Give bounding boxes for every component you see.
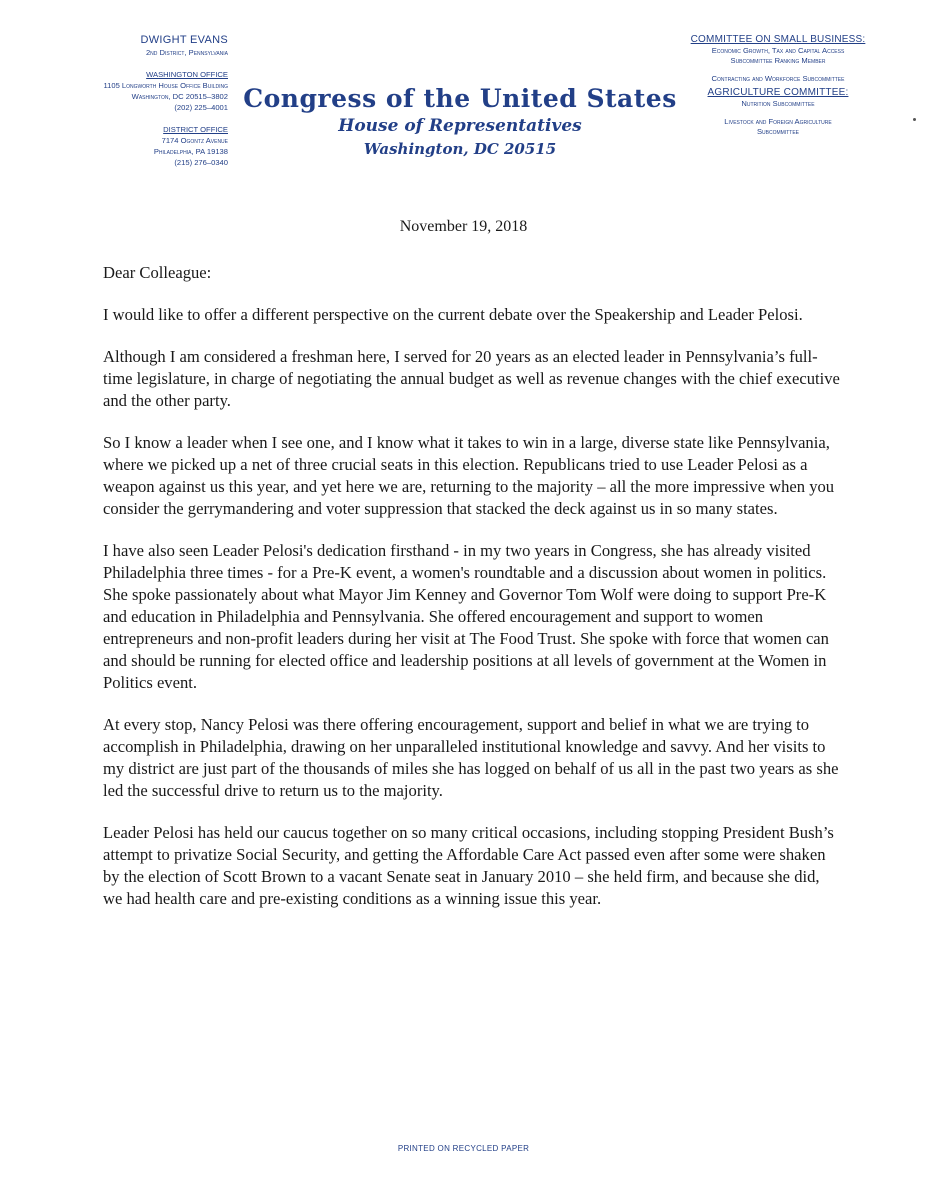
member-district: 2nd District, Pennsylvania	[145, 48, 228, 57]
district-office-phone: (215) 276–0340	[174, 158, 228, 167]
recycled-paper-note: PRINTED ON RECYCLED PAPER	[397, 1144, 530, 1153]
subcommittee-livestock-cont: Subcommittee	[756, 127, 799, 136]
district-office-title: DISTRICT OFFICE	[163, 125, 228, 134]
paragraph: I have also seen Leader Pelosi's dedication firsthand - in my two years in Congress, she has already visited Philadelphia three times - for a Pre-K event, a women's roundtable and a discussion about women in politics. She spoke passionately about what Mayor Jim Kenney and Governor Tom Wolf were doing to support Pre-K and education in Philadelphia and Pennsylvania. She offered encouragement and support to women entrepreneurs and non-profit leaders during her visit at The Food Trust. She spoke with force that women can and should be running for elected office and leadership positions at all levels of government at the Women in Politics event.	[103, 541, 829, 692]
house-title: House of Representatives	[338, 116, 582, 136]
district-office	[32, 125, 228, 168]
letter-body	[103, 262, 843, 930]
paragraph: At every stop, Nancy Pelosi was there offering encouragement, support and belief in what we are trying to accomplish in Philadelphia, drawing on her unparalleled institutional knowledge and savvy. And her visits to my district are just part of the thousands of miles she has logged on behalf of us all in the past two years as she led the successful drive to return us to the majority.	[103, 715, 839, 800]
washington-office-phone: (202) 225–4001	[174, 103, 228, 112]
paragraph: I would like to offer a different perspective on the current debate over the Speakership and Leader Pelosi.	[103, 305, 803, 324]
letterhead-committees	[672, 34, 884, 137]
subcommittee-economic-growth: Economic Growth, Tax and Capital Access	[711, 46, 845, 55]
paragraph: Although I am considered a freshman here, I served for 20 years as an elected leader in Pennsylvania’s full-time legislature, in charge of negotiating the annual budget as well as revenue changes with the chief executive and the other party.	[103, 347, 840, 410]
washington-office-address-2: Washington, DC 20515–3802	[131, 92, 228, 101]
letterhead-member-info	[32, 34, 228, 168]
subcommittee-ranking-member: Subcommittee Ranking Member	[730, 56, 826, 65]
subcommittee-livestock: Livestock and Foreign Agriculture	[724, 117, 832, 126]
district-office-address-2: Philadelphia, PA 19138	[153, 147, 228, 156]
paragraph: Leader Pelosi has held our caucus together on so many critical occasions, including stopping President Bush’s attempt to privatize Social Security, and getting the Affordable Care Act passed even after some were shaken by the election of Scott Brown to a vacant Senate seat in January 2010 – she held firm, and because she did, we had health care and pre-existing conditions as a winning issue this year.	[103, 823, 834, 908]
subcommittee-nutrition: Nutrition Subcommittee	[741, 99, 815, 108]
subcommittee-contracting: Contracting and Workforce Subcommittee	[711, 74, 845, 83]
salutation: Dear Colleague:	[103, 263, 212, 282]
letterhead-masthead	[236, 86, 684, 160]
masthead-city: Washington, DC 20515	[363, 140, 557, 158]
scan-speck	[913, 118, 916, 121]
washington-office	[32, 70, 228, 113]
committee-small-business: COMMITTEE ON SMALL BUSINESS:	[690, 34, 866, 45]
letter-date: November 19, 2018	[399, 218, 528, 235]
washington-office-title: WASHINGTON OFFICE	[146, 70, 228, 79]
member-name: DWIGHT EVANS	[140, 34, 228, 46]
paragraph: So I know a leader when I see one, and I know what it takes to win in a large, diverse state like Pennsylvania, where we picked up a net of three crucial seats in this election. Republicans tried to use Leader Pelosi as a weapon against us this year, and yet here we are, returning to the majority – all the more impressive when you consider the gerrymandering and voter suppression that stacked the deck against us in so many states.	[103, 433, 835, 518]
committee-agriculture: AGRICULTURE COMMITTEE:	[707, 87, 849, 98]
congress-title: Congress of the United States	[243, 84, 677, 113]
washington-office-address-1: 1105 Longworth House Office Building	[103, 81, 228, 90]
district-office-address-1: 7174 Ogontz Avenue	[161, 136, 228, 145]
